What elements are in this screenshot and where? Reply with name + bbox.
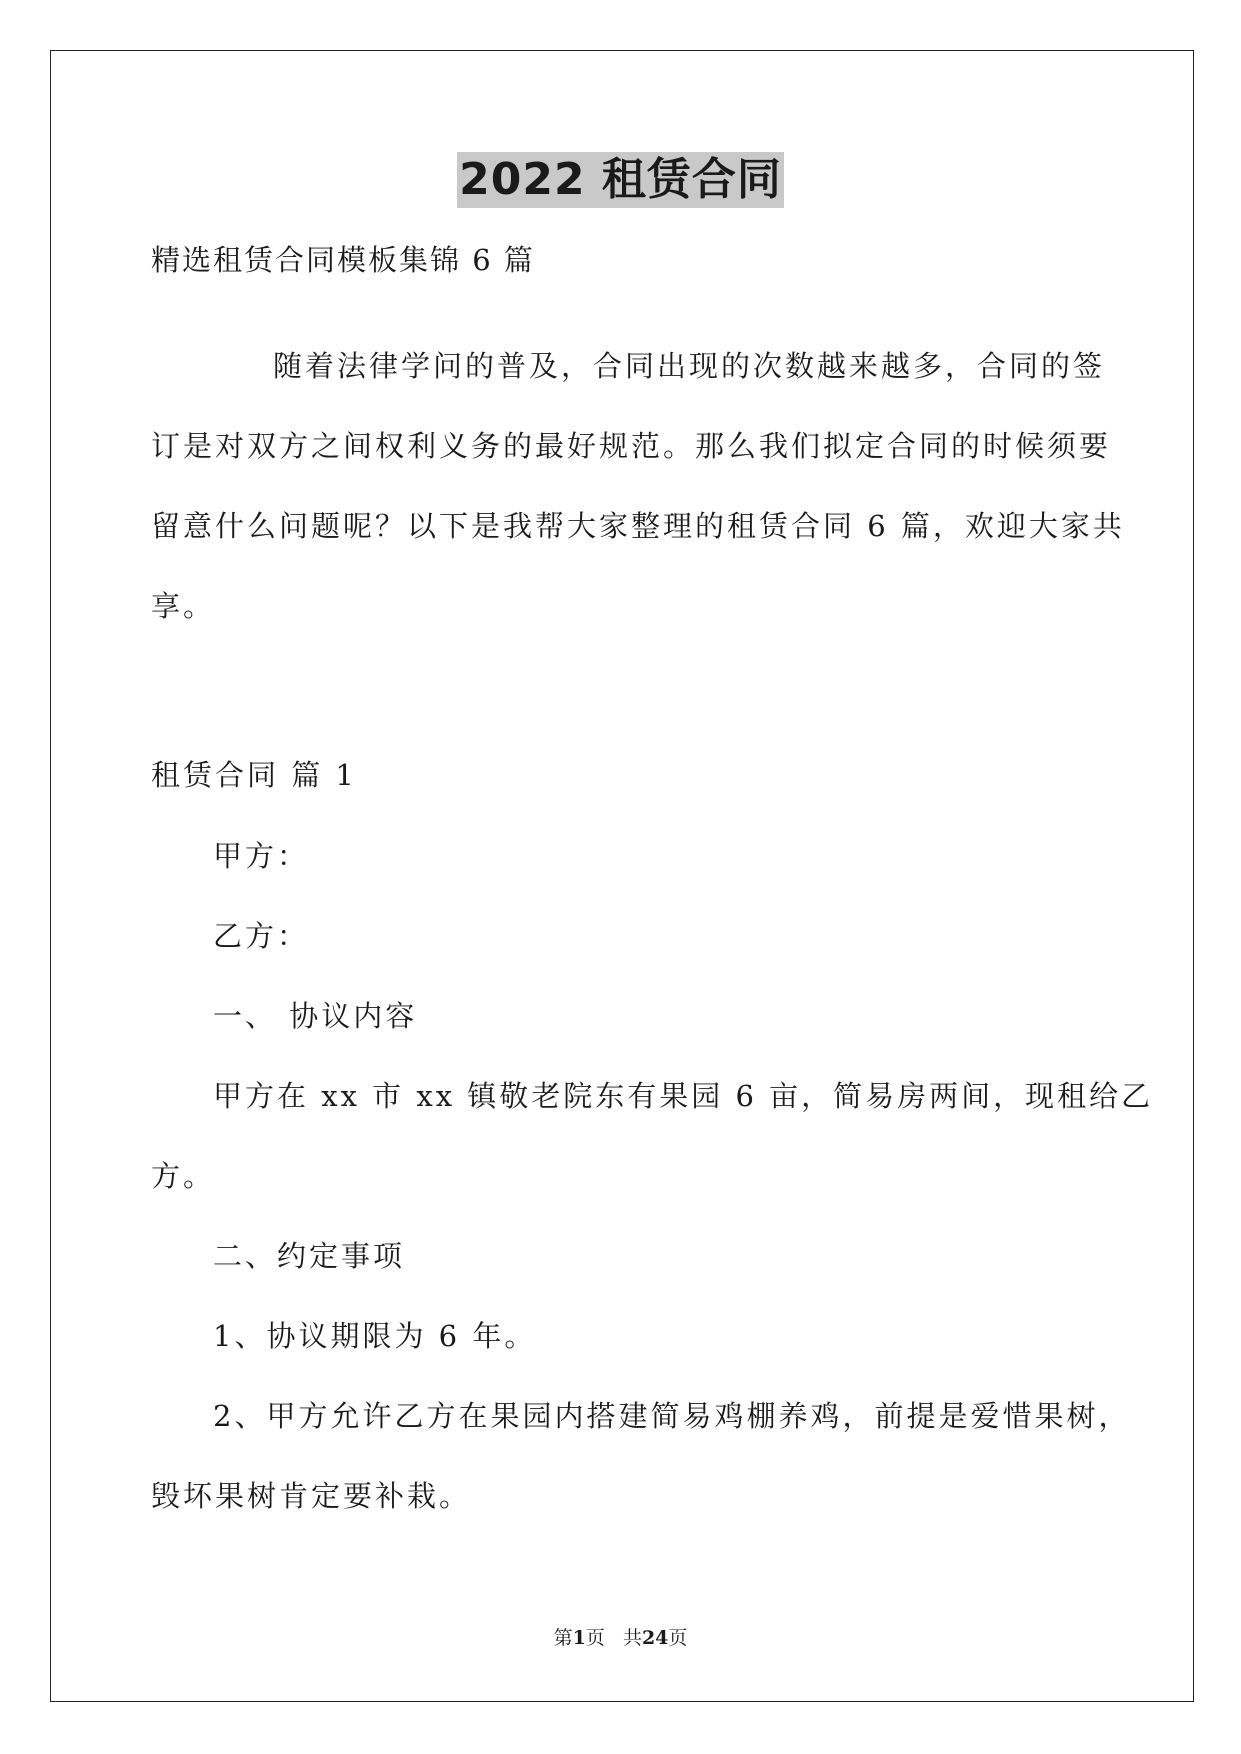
party-b-label: 乙方： (213, 919, 310, 953)
title-container (0, 152, 1241, 208)
footer-suffix: 页 (668, 1627, 688, 1649)
party-a-label: 甲方： (213, 839, 310, 873)
intro-line-4: 享。 (151, 589, 216, 623)
footer-total-pages: 24 (641, 1627, 669, 1649)
footer-mid: 页 共 (585, 1627, 642, 1649)
section-heading: 租赁合同 篇 1 (151, 758, 357, 792)
intro-line-3: 留意什么问题呢？以下是我帮大家整理的租赁合同 6 篇，欢迎大家共 (151, 509, 1125, 543)
footer-page-number: 1 (572, 1627, 586, 1649)
clause-two-heading: 二、约定事项 (213, 1239, 406, 1273)
document-title: 2022 租赁合同 (457, 152, 784, 208)
document-subtitle: 精选租赁合同模板集锦 6 篇 (151, 243, 535, 277)
item-2-line-2: 毁坏果树肯定要补栽。 (151, 1479, 472, 1513)
clause-one-line-2: 方。 (151, 1159, 216, 1193)
page-footer (0, 1626, 1241, 1650)
clause-one-line-1: 甲方在 xx 市 xx 镇敬老院东有果园 6 亩，简易房两间，现租给乙 (213, 1079, 1154, 1113)
page-border (50, 50, 1194, 1702)
intro-line-2: 订是对双方之间权利义务的最好规范。那么我们拟定合同的时候须要 (151, 429, 1112, 463)
item-2-line-1: 2、甲方允许乙方在果园内搭建简易鸡棚养鸡，前提是爱惜果树， (213, 1399, 1131, 1433)
intro-line-1: 随着法律学问的普及，合同出现的次数越来越多，合同的签 (273, 349, 1106, 383)
clause-one-heading: 一、 协议内容 (213, 999, 418, 1033)
item-1: 1、协议期限为 6 年。 (213, 1319, 537, 1353)
footer-prefix: 第 (553, 1627, 573, 1649)
